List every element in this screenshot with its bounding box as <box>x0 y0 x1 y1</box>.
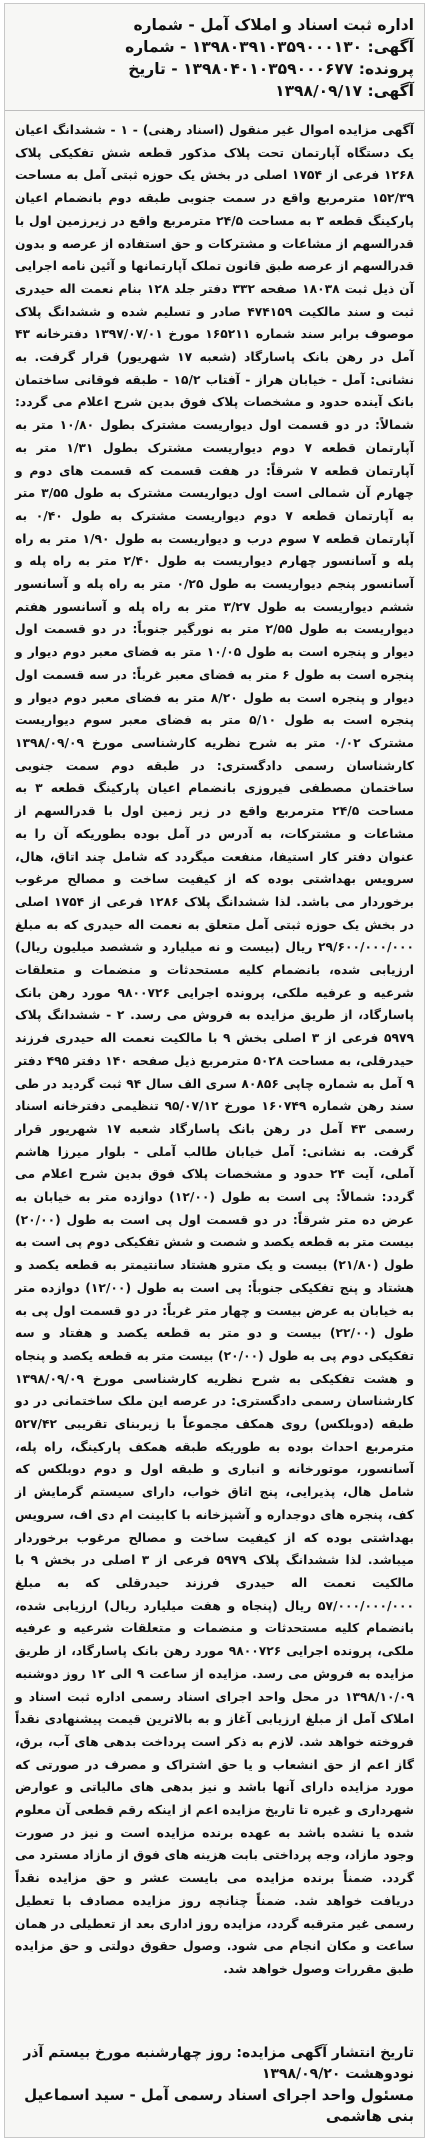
header-notice-date-line: آگهی: ۱۳۹۸/۰۹/۱۷ <box>275 82 414 100</box>
publish-date-line-1: تاریخ انتشار آگهی مزایده: روز چهارشنبه مورخ بیستم آذر <box>23 2045 414 2061</box>
signature-line-2: بنی هاشمی <box>325 2107 414 2125</box>
publish-date-line-2: نودوهشت ۱۳۹۸/۰۹/۲۰ <box>261 2066 414 2082</box>
notice-footer <box>5 2043 424 2127</box>
notice-body-text: آگهی مزایده اموال غیر منقول (اسناد رهنی) - ۱ - ششدانگ اعیان یک دستگاه آپارتمان تحت پلاک مذکور قطعه شش تفکیکی پلاک ۱۲۶۸ فرعی از ۱۷۵۴ اصلی در بخش یک حوزه ثبتی آمل به مساحت ۱۵۲/۳۹ مترمربع واقع در سمت جنوبی طبقه دوم بانضمام اعیان پارکینگ قطعه ۳ به مساحت ۲۴/۵ مترمربع واقع در زیرزمین اول با قدرالسهم از مشاعات و مشترکات و حق استفاده از عرصه و بدون قدرالسهم از عرصه طبق قانون تملک آپارتمانها و آئین نامه اجرایی آن ذیل ثبت ۱۸۰۳۸ صفحه ۳۳۲ دفتر جلد ۱۲۸ بنام نعمت اله حیدری ثبت و سند مالکیت ۴۷۴۱۵۹ صادر و تسلیم شده و ششدانگ پلاک موصوف برابر سند شماره ۱۶۵۲۱۱ مورخ ۱۳۹۷/۰۷/۰۱ دفترخانه ۴۳ آمل در رهن بانک پاسارگاد (شعبه ۱۷ شهریور) قرار گرفت. به نشانی: آمل - خیابان هراز - آفتاب ۱۵/۲ - طبقه فوقانی ساختمان بانک آینده حدود و مشخصات پلاک فوق بدین شرح اعلام می گردد: شمالاً: در دو قسمت اول دیواریست مشترک بطول ۱۰/۸۰ متر به آپارتمان قطعه ۷ دوم دیواریست مشترک بطول ۱/۳۱ متر به آپارتمان قطعه ۷ شرقاً: در هفت قسمت که قسمت های دوم و چهارم آن شمالی است اول دیواریست مشترک به طول ۳/۵۵ متر به آپارتمان قطعه ۷ دوم دیواریست مشترک به طول ۰/۴۰ به آپارتمان قطعه ۷ سوم درب و دیواریست به طول ۱/۹۰ متر به راه پله و آسانسور چهارم دیواریست به طول ۲/۴۰ متر به راه پله و آسانسور پنجم دیواریست به طول ۰/۲۵ متر به راه پله و آسانسور ششم دیواریست به طول ۳/۲۷ متر به راه پله و آسانسور هفتم دیواریست به طول ۲/۵۵ متر به نورگیر جنوباً: در دو قسمت اول دیوار و پنجره است به طول ۱۰/۰۵ متر به فضای معبر دوم دیوار و پنجره است به طول ۶ متر به فضای معبر غرباً: در سه قسمت اول دیوار و پنجره است به طول ۸/۲۰ متر به فضای معبر دوم دیوار و پنجره است به طول ۵/۱۰ متر به فضای معبر سوم دیواریست مشترک ۰/۰۲ متر به شرح نظریه کارشناسی مورخ ۱۳۹۸/۰۹/۰۹ کارشناسان رسمی دادگستری: در طبقه دوم سمت جنوبی ساختمان مصطفی فیروزی بانضمام اعیان پارکینگ قطعه ۳ به مساحت ۲۴/۵ مترمربع واقع در زیر زمین اول با قدرالسهم از مشاعات و مشترکات، به آدرس در آمل بوده بطوریکه آن را به عنوان دفتر کار استیفا، منفعت میگردد که شامل چند اتاق، هال، سرویس بهداشتی بوده که از کیفیت ساخت و مصالح مرغوب برخوردار می باشد. لذا ششدانگ پلاک ۱۲۸۶ فرعی از ۱۷۵۴ اصلی در بخش یک حوزه ثبتی آمل متعلق به نعمت اله حیدری که به مبلغ ۲۹/۶۰۰/۰۰۰/۰۰۰ ریال (بیست و نه میلیارد و ششصد میلیون ریال) ارزیابی شده، بانضمام کلیه مستحدثات و منضمات و متعلقات شرعیه و عرفیه ملکی، پرونده اجرایی ۹۸۰۰۷۲۶ مورد رهن بانک پاسارگاد، از طریق مزایده به فروش می رسد. ۲ - ششدانگ پلاک ۵۹۷۹ فرعی از ۳ اصلی بخش ۹ با مالکیت نعمت اله حیدری فرزند حیدرقلی، به مساحت ۵۰۲۸ مترمربع ذیل صفحه ۱۴۰ دفتر ۴۹۵ دفتر ۹ آمل به شماره چاپی ۸۰۸۵۶ سری الف سال ۹۴ ثبت گردید در طی سند رهن شماره ۱۶۰۷۴۹ مورخ ۹۵/۰۷/۱۲ تنظیمی دفترخانه اسناد رسمی ۴۳ آمل در رهن بانک پاسارگاد شعبه ۱۷ شهریور قرار گرفت. به نشانی: آمل خیابان طالب آملی - بلوار میرزا هاشم آملی، آیت ۲۴ حدود و مشخصات پلاک فوق بدین شرح اعلام می گردد: شمالاً: پی است به طول (۱۲/۰۰) دوازده متر به خیابان به عرض ده متر شرقاً: در دو قسمت اول پی است به طول (۲۰/۰۰) بیست متر به قطعه یکصد و شصت و شش تفکیکی دوم پی است به طول (۲۱/۸۰) بیست و یک مترو هشتاد سانتیمتر به قطعه یکصد و هشتاد و پنج تفکیکی جنوباً: پی است به طول (۱۲/۰۰) دوازده متر به خیابان به عرض بیست و چهار متر غرباً: در دو قسمت اول پی به طول (۲۲/۰۰) بیست و دو متر به قطعه یکصد و هفتاد و سه تفکیکی دوم پی به طول (۲۰/۰۰) بیست متر به قطعه یکصد و پنجاه و هشت تفکیکی به شرح نظریه کارشناسی مورخ ۱۳۹۸/۰۹/۰۹ کارشناسان رسمی دادگستری: در عرصه این ملک ساختمانی در دو طبقه (دوبلکس) روی همکف مجموعاً با زیربنای تقریبی ۵۲۷/۴۲ مترمربع احداث بوده به طوریکه طبقه همکف پارکینگ، راه پله، آسانسور، موتورخانه و انباری و طبقه اول و دوم دوبلکس که شامل هال، پذیرایی، پنج اتاق خواب، دارای سیستم گرمایش از کف، پنجره های دوجداره و آشپزخانه با کابینت ام دی اف، سرویس بهداشتی بوده که از کیفیت ساخت و مصالح مرغوب برخوردار میباشد. لذا ششدانگ پلاک ۵۹۷۹ فرعی از ۳ اصلی در بخش ۹ با مالکیت نعمت اله حیدری فرزند حیدرقلی که به مبلغ ۵۷/۰۰۰/۰۰۰/۰۰۰ ریال (پنجاه و هفت میلیارد ریال) ارزیابی شده، بانضمام کلیه مستحدثات و منضمات و متعلقات شرعیه و عرفیه ملکی، پرونده اجرایی ۹۸۰۰۷۲۶ مورد رهن بانک پاسارگاد، از طریق مزایده به فروش می رسد. مزایده از ساعت ۹ الی ۱۲ روز دوشنبه ۱۳۹۸/۱۰/۰۹ در محل واحد اجرای اسناد رسمی اداره ثبت اسناد و املاک آمل از مبلغ ارزیابی آغاز و به بالاترین قیمت پیشنهادی نقداً فروخته خواهد شد. لازم به ذکر است پرداخت بدهی های آب، برق، گاز اعم از حق انشعاب و یا حق اشتراک و مصرف در صورتی که مورد مزایده دارای آنها باشد و نیز بدهی های مالیاتی و عوارض شهرداری و غیره تا تاریخ مزایده اعم از اینکه رقم قطعی آن معلوم شده یا نشده باشد به عهده برنده مزایده است و نیز در صورت وجود مازاد، وجه پرداختی بابت هزینه های فوق از مازاد مسترد می گردد. ضمناً برنده مزایده می بایست عشر و حق مزایده نقداً دریافت خواهد شد. ضمناً چنانچه روز مزایده مصادف با تعطیل رسمی غیر مترقبه گردد، مزایده روز اداری بعد از تعطیلی در همان ساعت و مکان انجام می شود. وصول حقوق دولتی و حق مزایده طبق مقررات وصول خواهد شد. <box>15 123 415 1976</box>
header-notice-number-line: آگهی: ۱۳۹۸۰۳۹۱۰۳۵۹۰۰۰۱۳۰ - شماره <box>125 38 414 56</box>
auction-notice <box>4 3 425 2138</box>
notice-header <box>5 4 424 111</box>
header-case-number-line: پرونده: ۱۳۹۸۰۴۰۱۰۳۵۹۰۰۰۶۷۷ - تاریخ <box>128 60 414 78</box>
notice-body <box>5 111 424 1981</box>
header-office-line: اداره ثبت اسناد و املاک آمل - شماره <box>133 16 414 34</box>
signature-line-1: مسئول واحد اجرای اسناد رسمی آمل - سید اسماعیل <box>24 2086 414 2104</box>
